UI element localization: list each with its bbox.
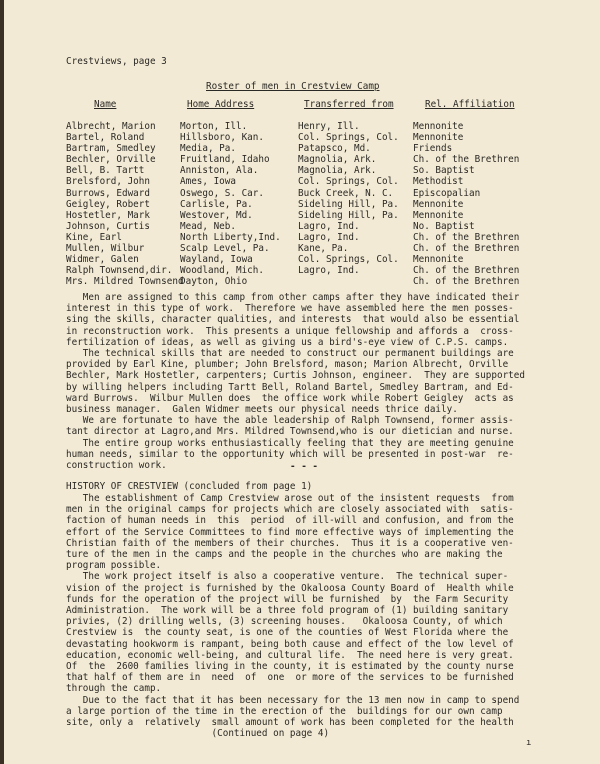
text-line: ward Burrows. Wilbur Mullen does the office work while Robert Geigley acts as	[66, 392, 514, 404]
column-header-name: Name	[94, 99, 117, 110]
text-line: funds for the operation of the project will be furnished by the Farm Security	[66, 593, 509, 605]
text-line: interest in this type of work. Therefore we have assembled here the men posses-	[66, 303, 514, 315]
cell-affiliation: Ch. of the Brethren	[413, 276, 520, 288]
cell-home-address: Media, Pa.	[180, 143, 236, 155]
text-line: human needs, similar to the opportunity which will be presented in post-war re-	[66, 448, 514, 460]
table-row	[66, 199, 586, 210]
cell-transferred-from: Buck Creek, N. C.	[298, 187, 394, 199]
text-line: The entire group works enthusiastically feeling that they are meeting genuine	[66, 437, 514, 449]
cell-transferred-from: Sideling Hill, Pa.	[298, 198, 399, 210]
cell-affiliation: Mennonite	[413, 209, 464, 221]
cell-affiliation: Mennonite	[413, 132, 464, 144]
column-header-home-address: Home Address	[187, 99, 255, 110]
cell-transferred-from: Col. Springs, Col.	[298, 132, 399, 144]
cell-affiliation: Methodist	[413, 176, 464, 188]
text-line: construction work.	[66, 460, 167, 472]
body-paragraph-roster	[66, 292, 586, 471]
text-line: provided by Earl Kine, plumber; John Brelsford, mason; Marion Albrecht, Orville	[66, 359, 509, 371]
cell-affiliation: Ch. of the Brethren	[413, 154, 520, 166]
cell-affiliation: Ch. of the Brethren	[413, 243, 520, 255]
cell-home-address: Morton, Ill.	[180, 121, 248, 132]
text-line: We are fortunate to have the able leadership of Ralph Townsend, former assis-	[66, 415, 514, 427]
cell-transferred-from: Col. Springs, Col.	[298, 176, 399, 188]
text-line: The technical skills that are needed to construct our permanent buildings are	[66, 348, 514, 360]
cell-home-address: Carlisle, Pa.	[180, 198, 253, 210]
table-row	[66, 243, 586, 254]
roster-title: Roster of men in Crestview Camp	[206, 81, 380, 92]
text-line: in reconstruction work. This presents a unique fellowship and affords a cross-	[66, 325, 514, 337]
cell-name: Albrecht, Marion	[66, 121, 156, 132]
cell-name: Hostetler, Mark	[66, 209, 150, 221]
cell-transferred-from: Patapsco, Md.	[298, 143, 371, 155]
text-line: by willing helpers including Tartt Bell, Roland Bartel, Smedley Bartram, and Ed-	[66, 381, 514, 393]
text-line: Of the 2600 families living in the county, it is estimated by the county nurse	[66, 661, 514, 673]
text-line: ture of the men in the camps and the people in the churches who are making the	[66, 549, 503, 561]
cell-affiliation: So. Baptist	[413, 165, 475, 177]
history-heading: HISTORY OF CRESTVIEW (concluded from page 1)	[66, 481, 313, 492]
table-row	[66, 210, 586, 221]
cell-affiliation: Episcopalian	[413, 187, 481, 199]
cell-affiliation: Ch. of the Brethren	[413, 265, 520, 277]
cell-home-address: Ames, Iowa	[180, 176, 236, 188]
cell-name: Ralph Townsend,dir.	[66, 265, 173, 277]
cell-name: Bell, B. Tartt	[66, 165, 145, 177]
table-row	[66, 221, 586, 232]
text-line: vision of the project is furnished by the Okaloosa County Board of Health while	[66, 582, 514, 594]
table-row	[66, 265, 586, 276]
section-divider: - - -	[290, 461, 318, 472]
cell-affiliation: Mennonite	[413, 198, 464, 210]
cell-home-address: North Liberty,Ind.	[180, 231, 281, 243]
text-line: faction of human needs in this period of ill-will and confusion, and from the	[66, 515, 514, 527]
cell-name: Bartram, Smedley	[66, 143, 156, 155]
body-paragraph-history	[66, 493, 586, 739]
text-line: men in the original camps for projects which are closely associated with satis-	[66, 504, 514, 516]
footer-mark: ı	[526, 738, 532, 748]
cell-home-address: Wayland, Iowa	[180, 254, 253, 266]
cell-name: Mullen, Wilbur	[66, 243, 145, 255]
cell-affiliation: No. Baptist	[413, 220, 475, 232]
cell-transferred-from: Sideling Hill, Pa.	[298, 209, 399, 221]
cell-name: Brelsford, John	[66, 176, 150, 188]
cell-name: Mrs. Mildred Townsend	[66, 276, 184, 288]
cell-name: Widmer, Galen	[66, 254, 139, 266]
cell-home-address: Hillsboro, Kan.	[180, 132, 264, 144]
cell-transferred-from: Lagro, Ind.	[298, 265, 360, 277]
cell-home-address: Anniston, Ala.	[180, 165, 259, 177]
roster-table	[66, 121, 586, 287]
text-line: The work project itself is also a cooperative venture. The technical super-	[66, 571, 509, 583]
cell-name: Bechler, Orville	[66, 154, 156, 166]
text-line: site, only a relatively small amount of work has been completed for the health	[66, 717, 514, 729]
table-row	[66, 154, 586, 165]
cell-home-address: Dayton, Ohio	[180, 276, 248, 288]
text-line: Crestview is the county seat, is one of the counties of West Florida where the	[66, 627, 509, 639]
cell-home-address: Westover, Md.	[180, 209, 253, 221]
cell-transferred-from: Lagro, Ind.	[298, 220, 360, 232]
cell-transferred-from: Lagro, Ind.	[298, 231, 360, 243]
column-header-transferred-from: Transferred from	[304, 99, 394, 110]
text-line: Men are assigned to this camp from other camps after they have indicated their	[66, 292, 520, 303]
cell-name: Bartel, Roland	[66, 132, 145, 144]
table-row	[66, 143, 586, 154]
cell-transferred-from: Kane, Pa.	[298, 243, 349, 255]
text-line: devastating hookworm is rampant, being both cause and effect of the low level of	[66, 638, 514, 650]
cell-home-address: Oswego, S. Car.	[180, 187, 264, 199]
table-row	[66, 121, 586, 132]
cell-name: Geigley, Robert	[66, 198, 150, 210]
text-line: education, economic well-being, and cultural life. The need here is very great.	[66, 649, 514, 661]
text-line: (Continued on page 4)	[66, 728, 330, 740]
text-line: fertilization of ideas, as well as giving us a bird's-eye view of C.P.S. camps.	[66, 336, 509, 348]
text-line: effort of the Service Committees to find more effective ways of implementing the	[66, 526, 514, 538]
text-line: Due to the fact that it has been necessary for the 13 men now in camp to spend	[66, 694, 520, 706]
text-line: tant director at Lagro,and Mrs. Mildred Townsend,who is our dietician and nurse.	[66, 426, 514, 438]
text-line: a large portion of the time in the erection of the buildings for our own camp	[66, 705, 503, 717]
text-line: program possible.	[66, 560, 162, 572]
text-line: through the camp.	[66, 683, 162, 695]
cell-home-address: Fruitland, Idaho	[180, 154, 270, 166]
text-line: that half of them are in need of one or more of the services to be furnished	[66, 672, 514, 684]
table-row	[66, 254, 586, 265]
text-line: sing the skills, character qualities, and interests that would also be essential	[66, 314, 520, 326]
text-line: business manager. Galen Widmer meets our physical needs thrice daily.	[66, 404, 458, 416]
table-row	[66, 188, 586, 199]
cell-affiliation: Mennonite	[413, 254, 464, 266]
cell-affiliation: Mennonite	[413, 121, 464, 132]
cell-transferred-from: Magnolia, Ark.	[298, 154, 377, 166]
cell-transferred-from: Henry, Ill.	[298, 121, 360, 132]
column-header-rel-affiliation: Rel. Affiliation	[425, 99, 515, 110]
cell-name: Johnson, Curtis	[66, 220, 150, 232]
cell-transferred-from: Magnolia, Ark.	[298, 165, 377, 177]
cell-affiliation: Friends	[413, 143, 453, 155]
table-row	[66, 165, 586, 176]
page-header: Crestviews, page 3	[66, 56, 167, 67]
text-line: The establishment of Camp Crestview arose out of the insistent requests from	[66, 493, 514, 504]
text-line: Administration. The work will be a three fold program of (1) building sanitary	[66, 605, 509, 617]
page-edge-shadow	[0, 0, 4, 764]
table-row	[66, 232, 586, 243]
text-line: privies, (2) drilling wells, (3) screening houses. Okaloosa County, of which	[66, 616, 503, 628]
cell-name: Burrows, Edward	[66, 187, 150, 199]
text-line: Christian faith of the members of their churches. Thus it is a cooperative ven-	[66, 537, 514, 549]
text-line: Bechler, Mark Hostetler, carpenters; Curtis Johnson, engineer. They are supported	[66, 370, 525, 382]
cell-transferred-from: Col. Springs, Col.	[298, 254, 399, 266]
cell-home-address: Woodland, Mich.	[180, 265, 264, 277]
table-row	[66, 276, 586, 287]
table-row	[66, 176, 586, 187]
cell-affiliation: Ch. of the Brethren	[413, 231, 520, 243]
cell-name: Kine, Earl	[66, 231, 122, 243]
cell-home-address: Mead, Neb.	[180, 220, 236, 232]
cell-home-address: Scalp Level, Pa.	[180, 243, 270, 255]
table-row	[66, 132, 586, 143]
